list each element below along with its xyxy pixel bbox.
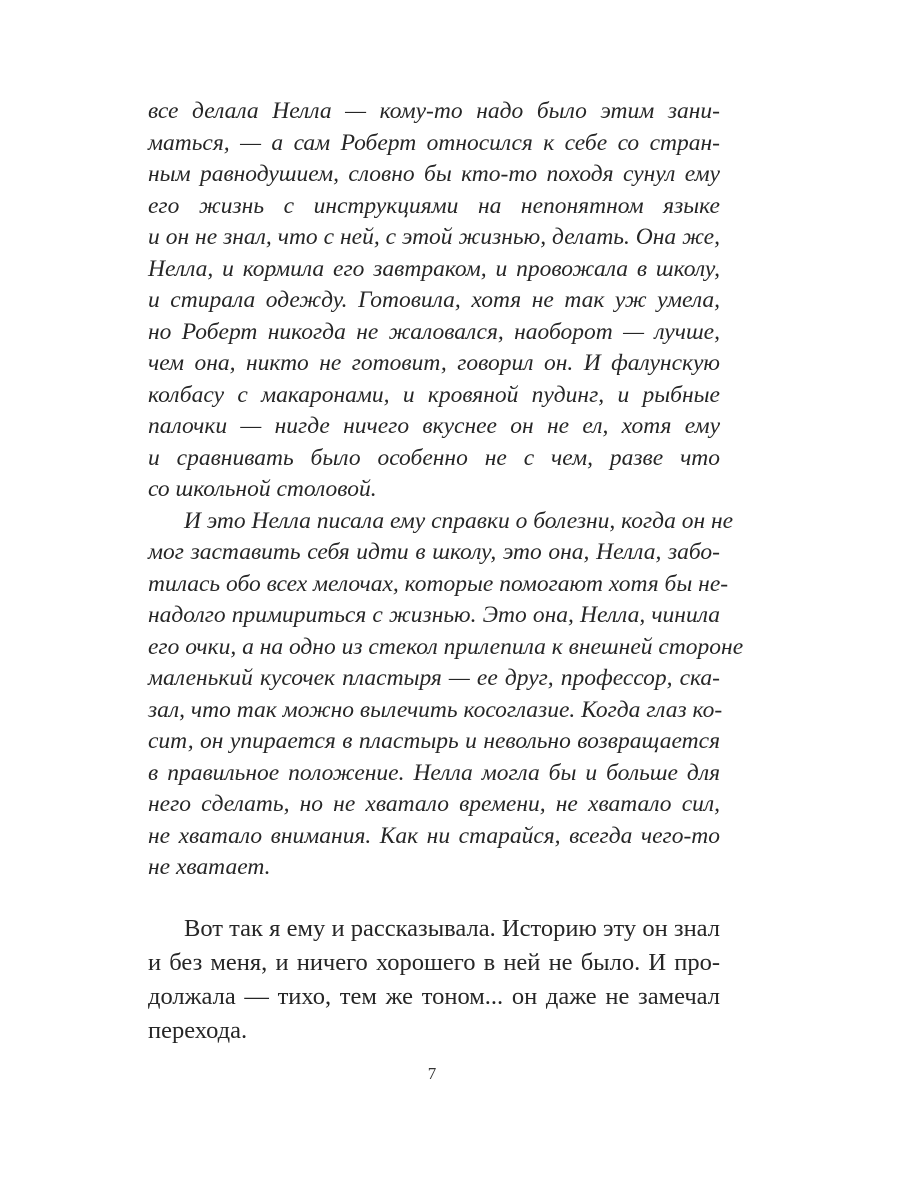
- text-line: Нелла, и кормила его завтраком, и провожала в школу,: [148, 255, 720, 282]
- text-line: его жизнь с инструкциями на непонятном языке: [148, 192, 720, 219]
- text-line: и стирала одежду. Готовила, хотя не так уж умела,: [148, 287, 720, 313]
- text-line: сит, он упирается в пластырь и невольно возвращается: [148, 728, 720, 754]
- text-line: мог заставить себя идти в школу, это она, Нелла, забо-: [148, 539, 720, 565]
- roman-text-block: [148, 912, 720, 1048]
- text-line: колбасу с макаронами, и кровяной пудинг, и рыбные: [148, 381, 720, 408]
- text-line: маленький кусочек пластыря — ее друг, профессор, ска-: [148, 665, 720, 691]
- text-line: все делала Нелла — кому-то надо было этим зани-: [148, 98, 720, 124]
- text-line: надолго примириться с жизнью. Это она, Нелла, чинила: [148, 602, 720, 628]
- text-line: в правильное положение. Нелла могла бы и больше для: [148, 759, 720, 786]
- text-line: перехода.: [148, 1017, 248, 1044]
- text-line: ным равнодушием, словно бы кто-то походя сунул ему: [148, 161, 720, 187]
- text-line: зал, что так можно вылечить косоглазие. Когда глаз ко-: [148, 696, 723, 723]
- text-line: и сравнивать было особенно не с чем, разве что: [148, 444, 720, 471]
- italic-text-block: [148, 96, 744, 884]
- text-line: и он не знал, что с ней, с этой жизнью, делать. Она же,: [148, 224, 720, 250]
- text-line: его очки, а на одно из стекол прилепила к внешней стороне: [148, 633, 744, 660]
- page-number: 7: [427, 1064, 437, 1083]
- text-line: И это Нелла писала ему справки о болезни, когда он не: [184, 507, 734, 534]
- text-line: не хватает.: [148, 854, 271, 880]
- text-line: Вот так я ему и рассказывала. Историю эту он знал: [184, 915, 720, 942]
- text-line: и без меня, и ничего хорошего в ней не было. И про-: [148, 949, 720, 976]
- text-line: тилась обо всех мелочах, которые помогают хотя бы не-: [148, 570, 729, 597]
- text-line: не хватало внимания. Как ни старайся, всегда чего-то: [148, 822, 720, 849]
- text-line: палочки — нигде ничего вкуснее он не ел, хотя ему: [148, 413, 720, 439]
- text-line: должала — тихо, тем же тоном... он даже не замечал: [148, 983, 720, 1010]
- text-line: со школьной столовой.: [148, 476, 377, 502]
- text-line: но Роберт никогда не жаловался, наоборот — лучше,: [148, 318, 720, 345]
- text-line: него сделать, но не хватало времени, не хватало сил,: [148, 791, 720, 817]
- text-line: чем она, никто не готовит, говорил он. И фалунскую: [148, 350, 720, 376]
- text-line: маться, — а сам Роберт относился к себе со стран-: [148, 129, 720, 156]
